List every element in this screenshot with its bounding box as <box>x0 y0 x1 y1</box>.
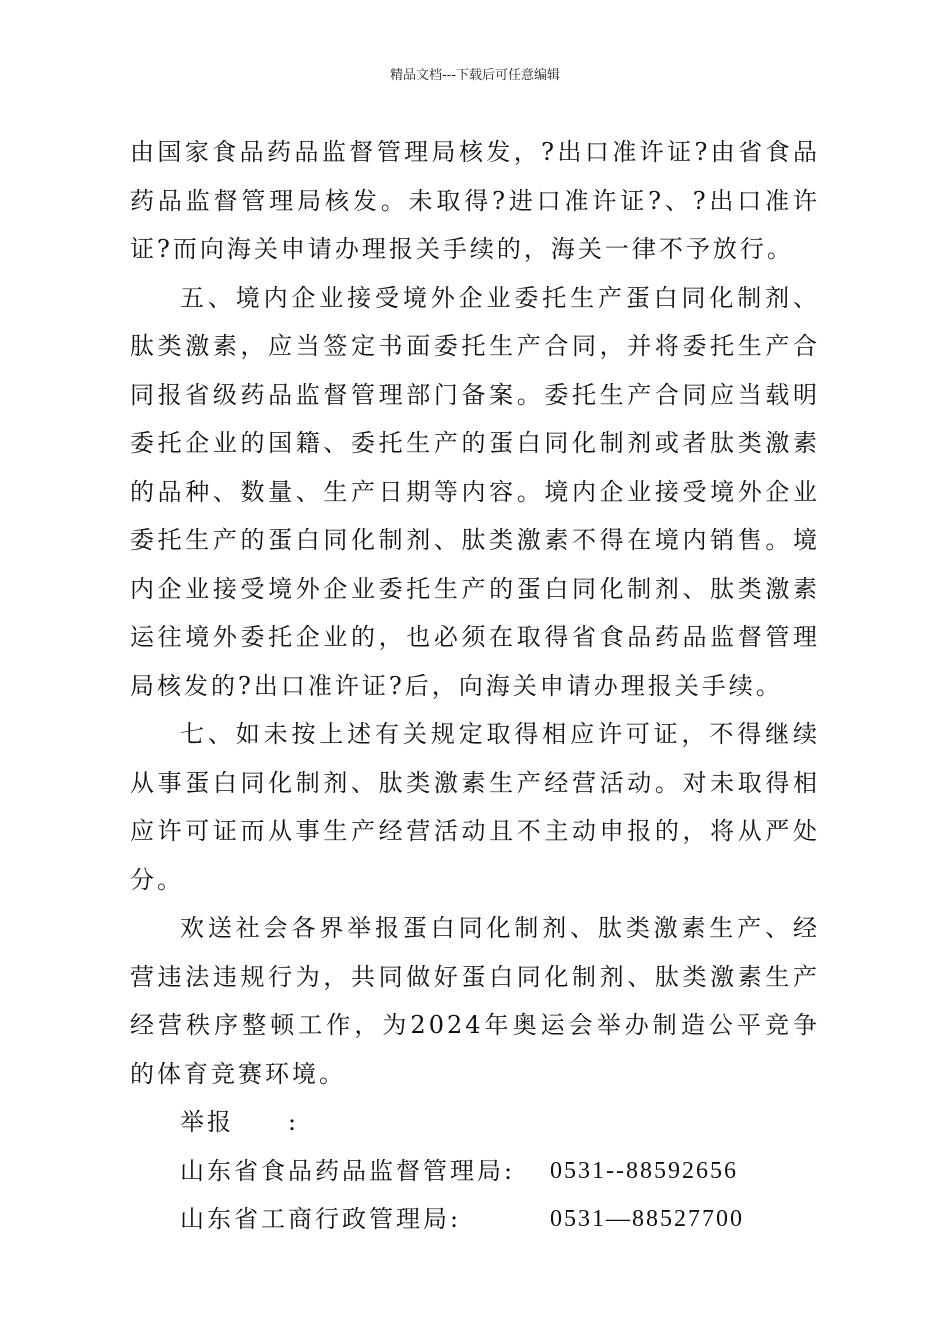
paragraph-welcome-report: 欢送社会各界举报蛋白同化制剂、肽类激素生产、经营违法违规行为，共同做好蛋白同化制剂、肽类激素生产经营秩序整顿工作，为2024年奥运会举办制造公平竞争的体育竞赛环境。 <box>130 914 820 1088</box>
contact-phone-number: 0531--88592656 <box>550 1157 738 1184</box>
page-header: 精品文档---下载后可任意编辑 <box>389 68 561 83</box>
paragraph-section-seven: 七、如未按上述有关规定取得相应许可证，不得继续从事蛋白同化制剂、肽类激素生产经营活动。对未取得相应许可证而从事生产经营活动且不主动申报的，将从严处分。 <box>130 720 820 894</box>
contact-row <box>130 1147 820 1196</box>
document-body <box>130 128 820 1244</box>
contact-row <box>130 1195 820 1244</box>
report-label: 举报 : <box>180 1108 300 1136</box>
contact-org-name: 山东省工商行政管理局: <box>180 1205 462 1233</box>
paragraph-continuation: 由国家食品药品监督管理局核发，?出口准许证?由省食品药品监督管理局核发。未取得?进口准许证?、?出口准许证?而向海关申请办理报关手续的，海关一律不予放行。 <box>130 138 820 263</box>
contact-org-name: 山东省食品药品监督管理局: <box>180 1156 516 1185</box>
contact-phone-number: 0531—88527700 <box>550 1206 744 1232</box>
paragraph-section-five: 五、境内企业接受境外企业委托生产蛋白同化制剂、肽类激素，应当签定书面委托生产合同，并将委托生产合同报省级药品监督管理部门备案。委托生产合同应当载明委托企业的国籍、委托生产的蛋白同化制剂或者肽类激素的品种、数量、生产日期等内容。境内企业接受境外企业委托生产的蛋白同化制剂、肽类激素不得在境内销售。境内企业接受境外企业委托生产的蛋白同化制剂、肽类激素运往境外委托企业的，也必须在取得省食品药品监督管理局核发的?出口准许证?后，向海关申请办理报关手续。 <box>130 283 820 700</box>
